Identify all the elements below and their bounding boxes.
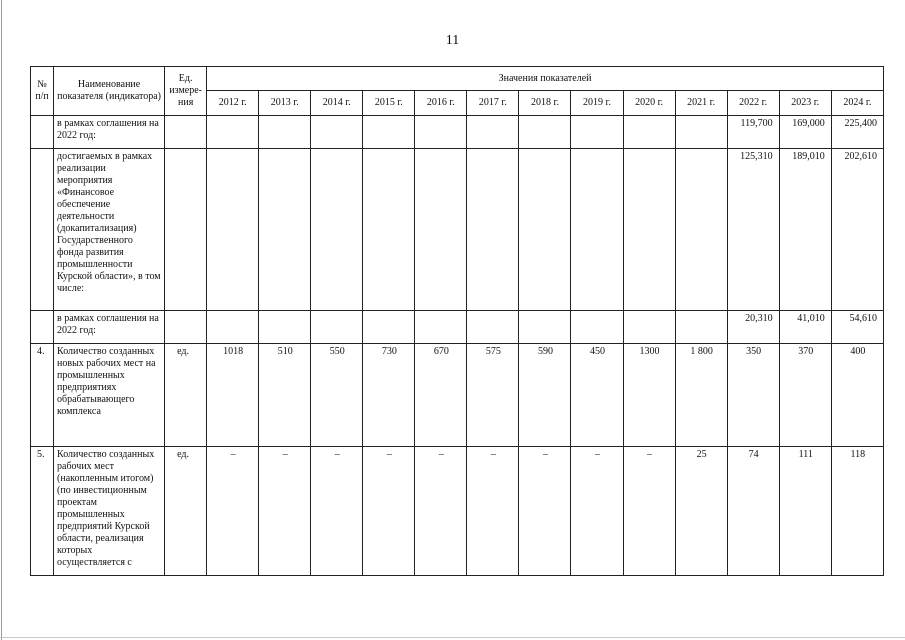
header-unit: Ед. измере-ния xyxy=(165,67,207,116)
value-cell: 730 xyxy=(363,344,415,447)
value-cell: 118 xyxy=(831,447,883,576)
value-cell xyxy=(675,116,727,149)
value-cell xyxy=(207,149,259,311)
table-row xyxy=(31,344,884,447)
value-cell xyxy=(415,116,467,149)
value-cell xyxy=(675,311,727,344)
value-cell xyxy=(623,116,675,149)
value-cell: 111 xyxy=(779,447,831,576)
value-cell xyxy=(259,116,311,149)
value-cell xyxy=(571,311,623,344)
row-name: в рамках соглашения на 2022 год: xyxy=(54,311,165,344)
value-cell xyxy=(623,311,675,344)
value-cell xyxy=(519,149,571,311)
value-cell: 202,610 xyxy=(831,149,883,311)
header-year: 2014 г. xyxy=(311,91,363,116)
value-cell xyxy=(311,311,363,344)
value-cell: 41,010 xyxy=(779,311,831,344)
row-num: 4. xyxy=(31,344,54,447)
value-cell: 450 xyxy=(571,344,623,447)
value-cell xyxy=(571,149,623,311)
value-cell xyxy=(571,116,623,149)
row-name: достигаемых в рамках реализации мероприятия «Финансовое обеспечение деятельности (докапитализация) Государственного фонда развития промышленности Курской области», в том числе: xyxy=(54,149,165,311)
header-year: 2023 г. xyxy=(779,91,831,116)
row-unit xyxy=(165,116,207,149)
value-cell xyxy=(467,311,519,344)
header-year: 2021 г. xyxy=(675,91,727,116)
value-cell: – xyxy=(571,447,623,576)
value-cell: – xyxy=(415,447,467,576)
value-cell: – xyxy=(467,447,519,576)
row-name: Количество созданных новых рабочих мест на промышленных предприятиях обрабатывающего комплекса xyxy=(54,344,165,447)
row-num xyxy=(31,311,54,344)
value-cell: 370 xyxy=(779,344,831,447)
value-cell: – xyxy=(363,447,415,576)
value-cell xyxy=(207,311,259,344)
value-cell: 20,310 xyxy=(727,311,779,344)
value-cell: 189,010 xyxy=(779,149,831,311)
value-cell xyxy=(311,149,363,311)
value-cell xyxy=(363,116,415,149)
row-num: 5. xyxy=(31,447,54,576)
header-name: Наименование показателя (индикатора) xyxy=(54,67,165,116)
value-cell: 25 xyxy=(675,447,727,576)
value-cell: 590 xyxy=(519,344,571,447)
row-num xyxy=(31,149,54,311)
value-cell: 169,000 xyxy=(779,116,831,149)
table-row xyxy=(31,311,884,344)
page-number: 11 xyxy=(445,33,460,48)
header-year: 2015 г. xyxy=(363,91,415,116)
header-year: 2020 г. xyxy=(623,91,675,116)
row-name: Количество созданных рабочих мест (накопленным итогом) (по инвестиционным проектам промышленных предприятий Курской области, реализация которых осуществляется с xyxy=(54,447,165,576)
value-cell: 1300 xyxy=(623,344,675,447)
table-row xyxy=(31,116,884,149)
value-cell xyxy=(207,116,259,149)
value-cell: – xyxy=(519,447,571,576)
scan-bottom-edge xyxy=(0,637,905,638)
value-cell: – xyxy=(259,447,311,576)
value-cell xyxy=(519,311,571,344)
value-cell: 670 xyxy=(415,344,467,447)
table-row xyxy=(31,149,884,311)
scan-left-edge xyxy=(1,0,2,640)
header-year: 2017 г. xyxy=(467,91,519,116)
header-year: 2024 г. xyxy=(831,91,883,116)
value-cell: 225,400 xyxy=(831,116,883,149)
value-cell xyxy=(415,311,467,344)
value-cell: – xyxy=(311,447,363,576)
row-unit: ед. xyxy=(165,447,207,576)
value-cell xyxy=(519,116,571,149)
header-year: 2013 г. xyxy=(259,91,311,116)
value-cell: – xyxy=(623,447,675,576)
value-cell: 510 xyxy=(259,344,311,447)
value-cell: 575 xyxy=(467,344,519,447)
value-cell: 74 xyxy=(727,447,779,576)
value-cell: 119,700 xyxy=(727,116,779,149)
header-year: 2012 г. xyxy=(207,91,259,116)
table-row xyxy=(31,447,884,576)
value-cell xyxy=(363,311,415,344)
value-cell xyxy=(259,149,311,311)
value-cell xyxy=(467,149,519,311)
header-year: 2019 г. xyxy=(571,91,623,116)
value-cell: 54,610 xyxy=(831,311,883,344)
header-values-group: Значения показателей xyxy=(207,67,884,91)
indicators-table xyxy=(30,66,884,576)
value-cell xyxy=(311,116,363,149)
value-cell: 350 xyxy=(727,344,779,447)
value-cell: 400 xyxy=(831,344,883,447)
row-unit xyxy=(165,311,207,344)
value-cell xyxy=(363,149,415,311)
value-cell: 125,310 xyxy=(727,149,779,311)
row-unit xyxy=(165,149,207,311)
header-year: 2022 г. xyxy=(727,91,779,116)
value-cell: – xyxy=(207,447,259,576)
value-cell: 1018 xyxy=(207,344,259,447)
header-num: № п/п xyxy=(31,67,54,116)
value-cell xyxy=(415,149,467,311)
row-unit: ед. xyxy=(165,344,207,447)
header-year: 2018 г. xyxy=(519,91,571,116)
header-row-1 xyxy=(31,67,884,91)
value-cell xyxy=(467,116,519,149)
value-cell xyxy=(675,149,727,311)
header-year: 2016 г. xyxy=(415,91,467,116)
value-cell: 550 xyxy=(311,344,363,447)
value-cell xyxy=(623,149,675,311)
row-name: в рамках соглашения на 2022 год: xyxy=(54,116,165,149)
row-num xyxy=(31,116,54,149)
value-cell xyxy=(259,311,311,344)
value-cell: 1 800 xyxy=(675,344,727,447)
